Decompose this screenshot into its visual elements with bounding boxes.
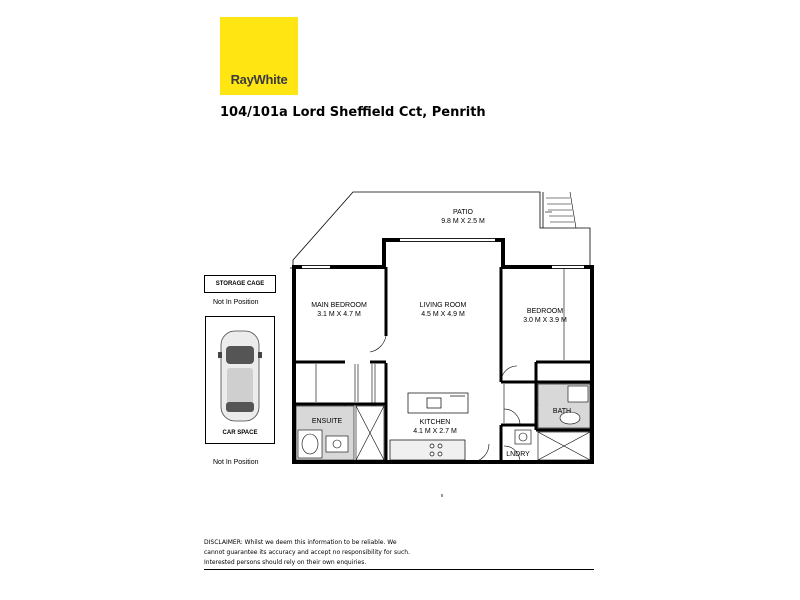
- main-bedroom-size: 3.1 M X 4.7 M: [317, 311, 361, 318]
- bedroom-size: 3.0 M X 3.9 M: [523, 317, 567, 324]
- property-address: 104/101a Lord Sheffield Cct, Penrith: [220, 105, 486, 120]
- logo-text: RayWhite: [230, 72, 288, 87]
- kitchen-fixtures: [390, 393, 468, 460]
- storage-cage-label: STORAGE CAGE: [215, 281, 265, 287]
- bedroom-name: BEDROOM: [526, 308, 564, 315]
- laundry-name: LNDRY: [506, 451, 530, 458]
- car-space-box: [205, 316, 275, 444]
- car-space-status: Not In Position: [213, 459, 259, 466]
- disclaimer-line: cannot guarantee its accuracy and accept no responsibility for such.: [204, 549, 410, 556]
- patio-size: 9.8 M X 2.5 M: [441, 218, 485, 225]
- disclaimer-line: DISCLAIMER: Whilst we deem this information to be reliable. We: [204, 539, 397, 546]
- footer-divider: [204, 569, 594, 570]
- kitchen-name: KITCHEN: [419, 419, 451, 426]
- living-room-size: 4.5 M X 4.9 M: [421, 311, 465, 318]
- patio-name: PATIO: [453, 209, 473, 216]
- patio-stairs: [545, 192, 576, 228]
- ensuite-name: ENSUITE: [311, 418, 343, 425]
- car-space-label: CAR SPACE: [222, 430, 258, 436]
- disclaimer: [204, 538, 464, 568]
- disclaimer-line: Interested persons should rely on their own enquiries.: [204, 559, 367, 566]
- bath-fixtures: [538, 384, 590, 428]
- kitchen-size: 4.1 M X 2.7 M: [413, 428, 457, 435]
- living-room-name: LIVING ROOM: [419, 302, 467, 309]
- bath-name: BATH: [552, 408, 572, 415]
- ensuite-fixtures: [296, 406, 384, 460]
- storage-cage-status: Not In Position: [213, 299, 259, 306]
- main-bedroom-name: MAIN BEDROOM: [311, 302, 367, 309]
- storage-cage-box: [204, 275, 276, 293]
- patio-outline: [290, 192, 590, 268]
- patio-doors: [302, 240, 584, 267]
